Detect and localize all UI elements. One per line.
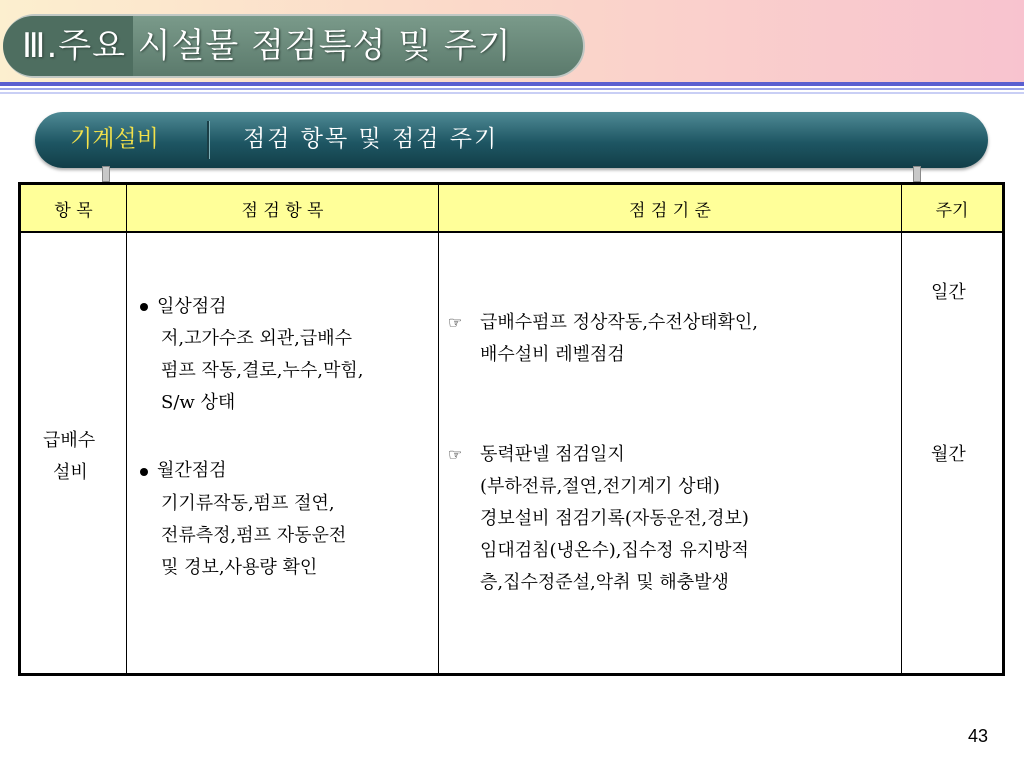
- subtitle-text: 점검 항목 및 점검 주기: [243, 126, 499, 152]
- hanger-pin: [913, 166, 921, 182]
- criteria-line: 임대검침(냉온수),집수정 유지방적: [480, 540, 749, 561]
- item-name-line: 설비: [53, 462, 88, 483]
- subtitle-bar: [35, 112, 988, 168]
- header-cycle: 주기: [902, 185, 1002, 233]
- pointing-hand-icon: ☞: [448, 445, 463, 464]
- monthly-inspection-line: 기기류작동,펌프 절연,: [161, 493, 335, 514]
- cycle-daily: 일간: [931, 282, 966, 303]
- item-name-line: 급배수: [43, 430, 96, 451]
- bullet-icon: [140, 303, 148, 311]
- page-title: Ⅲ.주요 시설물 점검특성 및 주기: [22, 26, 512, 66]
- criteria-line: 배수설비 레벨점검: [480, 344, 625, 365]
- header-inspection-items: 점 검 항 목: [127, 185, 439, 233]
- bullet-icon: [140, 468, 148, 476]
- hanger-pin: [102, 166, 110, 182]
- subtitle-divider: [207, 121, 210, 159]
- column-divider: [901, 233, 902, 673]
- daily-inspection-line: 저,고가수조 외관,급배수: [161, 328, 353, 349]
- header-item: 항 목: [21, 185, 127, 233]
- criteria-line: (부하전류,절연,전기계기 상태): [480, 476, 720, 497]
- inspection-table: [18, 182, 1005, 676]
- pointing-hand-icon: ☞: [448, 313, 463, 332]
- subtitle-category: 기계설비: [70, 126, 159, 152]
- criteria-line: 층,집수정준설,악취 및 해충발생: [480, 572, 729, 593]
- criteria-line: 경보설비 점검기록(자동운전,경보): [480, 508, 749, 529]
- monthly-inspection-line: 및 경보,사용량 확인: [161, 557, 318, 578]
- column-divider: [438, 233, 439, 673]
- header-stripe: [0, 82, 1024, 86]
- cycle-monthly: 월간: [931, 444, 966, 465]
- monthly-inspection-title: 월간점검: [157, 460, 227, 481]
- header-criteria: 점 검 기 준: [439, 185, 902, 233]
- daily-inspection-line: 펌프 작동,결로,누수,막힘,: [161, 360, 364, 381]
- header-stripe: [0, 92, 1024, 94]
- header-stripe: [0, 88, 1024, 90]
- monthly-inspection-line: 전류측정,펌프 자동운전: [161, 525, 347, 546]
- column-divider: [126, 233, 127, 673]
- daily-inspection-title: 일상점검: [157, 296, 227, 317]
- page-number: 43: [968, 726, 989, 746]
- criteria-line: 급배수펌프 정상작동,수전상태확인,: [480, 312, 758, 333]
- criteria-line: 동력판넬 점검일지: [480, 444, 625, 465]
- daily-inspection-line: S/w 상태: [161, 392, 236, 413]
